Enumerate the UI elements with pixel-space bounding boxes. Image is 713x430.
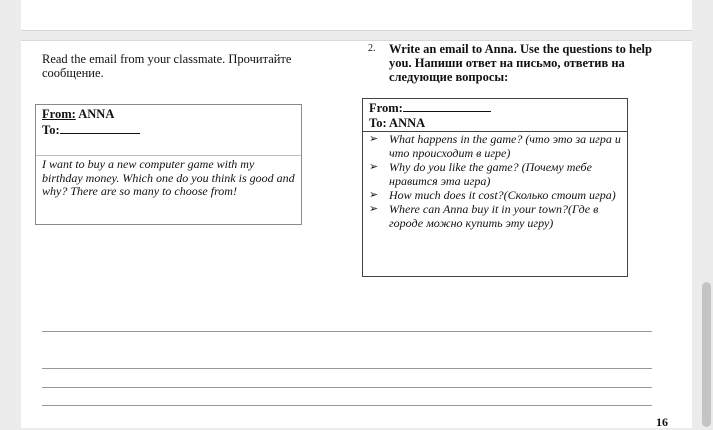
list-item	[369, 160, 621, 188]
reply-email-header	[363, 99, 627, 132]
list-item	[369, 188, 621, 202]
list-item	[369, 202, 621, 230]
question-text: Why do you like the game? (Почему тебе нравится эта игра)	[389, 160, 592, 188]
arrow-bullet-icon: ➢	[369, 203, 379, 215]
reply-email-box	[362, 98, 628, 277]
reply-to-line	[369, 116, 621, 131]
arrow-bullet-icon: ➢	[369, 133, 379, 145]
arrow-bullet-icon: ➢	[369, 161, 379, 173]
reading-instruction: Read the email from your classmate. Прочитайте сообщение.	[42, 52, 292, 80]
vertical-scrollbar[interactable]	[702, 282, 711, 427]
writing-line	[42, 331, 652, 332]
question-list	[363, 132, 627, 230]
page-number: 16	[656, 415, 668, 429]
previous-page-edge	[21, 0, 692, 31]
reply-from-label: From:	[369, 101, 403, 115]
from-value: ANNA	[78, 107, 115, 121]
to-blank	[60, 122, 140, 134]
question-text: Where can Anna buy it in your town?(Где в городе можно купить эту игру)	[389, 202, 599, 230]
question-text: What happens in the game? (что это за игра и что происходит в игре)	[389, 132, 621, 160]
task-text: Write an email to Anna. Use the questions to help you. Напиши ответ на письмо, ответив на следующие вопросы:	[389, 42, 652, 84]
classmate-email-header	[36, 105, 301, 156]
reply-from-line	[369, 100, 621, 116]
from-label: From:	[42, 107, 76, 121]
reply-to-label: To:	[369, 116, 387, 130]
question-text: How much does it cost?(Сколько стоит игра)	[389, 188, 616, 202]
writing-line	[42, 405, 652, 406]
writing-line	[42, 387, 652, 388]
to-label: To:	[42, 123, 60, 137]
classmate-email-body: I want to buy a new computer game with my birthday money. Which one do you think is good and why? There are so many to choose from!	[42, 157, 295, 198]
task-number: 2.	[368, 43, 376, 54]
reply-from-blank	[403, 100, 491, 112]
reply-to-value: ANNA	[389, 116, 426, 130]
from-line	[42, 107, 295, 122]
list-item	[369, 132, 621, 160]
classmate-email-box	[35, 104, 302, 225]
writing-task	[368, 42, 668, 84]
to-line	[42, 122, 295, 138]
writing-line	[42, 368, 652, 369]
arrow-bullet-icon: ➢	[369, 189, 379, 201]
